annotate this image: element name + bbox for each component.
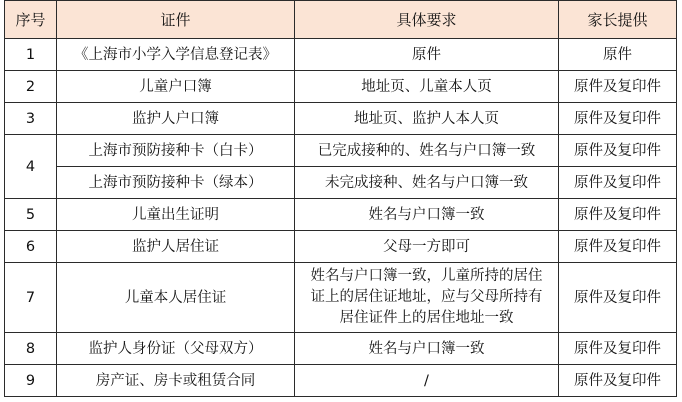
document-name: 《上海市小学入学信息登记表》 (57, 39, 295, 71)
requirement-text: 原件 (295, 39, 559, 71)
table-row (5, 365, 677, 397)
provide-text: 原件及复印件 (559, 333, 677, 365)
table-row (5, 135, 677, 167)
provide-text: 原件及复印件 (559, 231, 677, 263)
provide-text: 原件 (559, 39, 677, 71)
document-name: 儿童户口簿 (57, 71, 295, 103)
provide-text: 原件及复印件 (559, 365, 677, 397)
document-table-container (4, 0, 676, 397)
header-document: 证件 (57, 1, 295, 39)
document-name: 监护人户口簿 (57, 103, 295, 135)
document-name: 监护人居住证 (57, 231, 295, 263)
row-number: 2 (5, 71, 57, 103)
requirement-text: 姓名与户口簿一致 (295, 333, 559, 365)
row-number: 8 (5, 333, 57, 365)
row-number: 1 (5, 39, 57, 71)
table-row (5, 103, 677, 135)
table-row (5, 333, 677, 365)
provide-text: 原件及复印件 (559, 167, 677, 199)
provide-text: 原件及复印件 (559, 263, 677, 333)
provide-text: 原件及复印件 (559, 135, 677, 167)
row-number: 6 (5, 231, 57, 263)
document-name: 房产证、房卡或租赁合同 (57, 365, 295, 397)
document-name: 儿童出生证明 (57, 199, 295, 231)
row-number: 5 (5, 199, 57, 231)
table-row (5, 71, 677, 103)
document-name: 上海市预防接种卡（绿本） (57, 167, 295, 199)
row-number: 9 (5, 365, 57, 397)
header-parent-provides: 家长提供 (559, 1, 677, 39)
document-name: 儿童本人居住证 (57, 263, 295, 333)
requirement-text: 地址页、儿童本人页 (295, 71, 559, 103)
header-requirement: 具体要求 (295, 1, 559, 39)
table-row (5, 231, 677, 263)
table-row (5, 39, 677, 71)
requirement-text: 地址页、监护人本人页 (295, 103, 559, 135)
table-header-row (5, 1, 677, 39)
requirement-text: 已完成接种的、姓名与户口簿一致 (295, 135, 559, 167)
row-number: 4 (5, 135, 57, 199)
enrollment-documents-table (4, 0, 677, 397)
document-name: 监护人身份证（父母双方） (57, 333, 295, 365)
requirement-text: 未完成接种、姓名与户口簿一致 (295, 167, 559, 199)
provide-text: 原件及复印件 (559, 199, 677, 231)
row-number: 3 (5, 103, 57, 135)
document-name: 上海市预防接种卡（白卡） (57, 135, 295, 167)
requirement-text: / (295, 365, 559, 397)
provide-text: 原件及复印件 (559, 71, 677, 103)
requirement-text: 父母一方即可 (295, 231, 559, 263)
row-number: 7 (5, 263, 57, 333)
requirement-text: 姓名与户口簿一致 (295, 199, 559, 231)
header-serial-number: 序号 (5, 1, 57, 39)
table-row (5, 167, 677, 199)
provide-text: 原件及复印件 (559, 103, 677, 135)
table-row (5, 199, 677, 231)
table-row (5, 263, 677, 333)
requirement-text: 姓名与户口簿一致，儿童所持的居住 证上的居住证地址，应与父母所持有 居住证件上的居住地址一致 (295, 263, 559, 333)
